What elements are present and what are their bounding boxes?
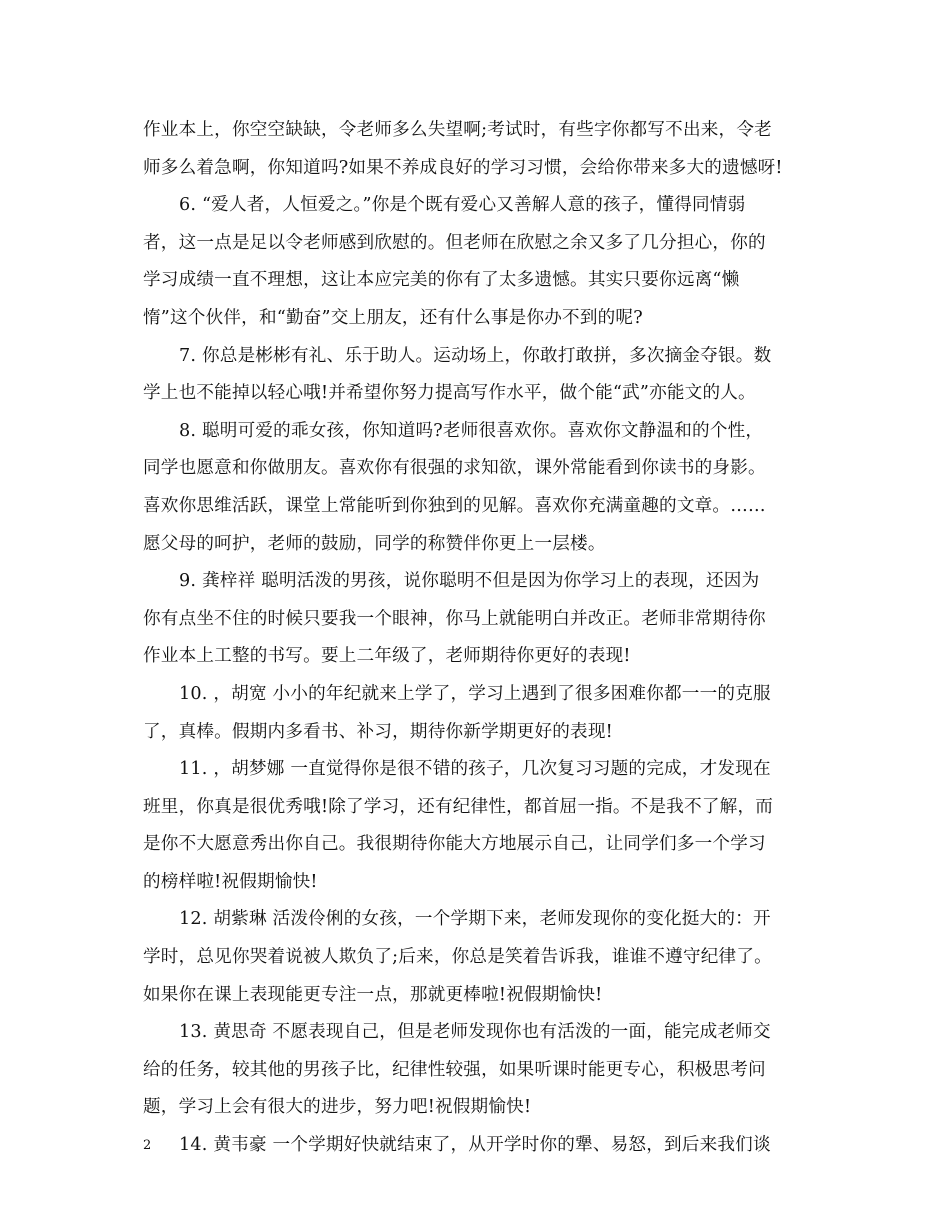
text-line: 者，这一点是足以令老师感到欣慰的。但老师在欣慰之余又多了几分担心，你的 <box>143 232 766 253</box>
text-line: 题，学习上会有很大的进步，努力吧!祝假期愉快! <box>143 1097 532 1118</box>
text-line: 作业本上，你空空缺缺，令老师多么失望啊;考试时，有些字你都写不出来，令老 <box>143 120 772 140</box>
page-number: 2 <box>143 1138 152 1153</box>
text-line: 惰”这个伙伴，和“勤奋”交上朋友，还有什么事是你办不到的呢? <box>143 307 643 328</box>
text-line: 给的任务，较其他的男孩子比，纪律性较强，如果听课时能更专心，积极思考问 <box>143 1059 766 1080</box>
text-line: 11. ，胡梦娜 一直觉得你是很不错的孩子，几次复习习题的完成，才发现在 <box>179 759 771 780</box>
text-line: 喜欢你思维活跃，课堂上常能听到你独到的见解。喜欢你充满童趣的文章。…… <box>143 495 766 516</box>
text-line: 班里，你真是很优秀哦!除了学习，还有纪律性，都首屈一指。不是我不了解，而 <box>143 796 774 817</box>
text-line: 13. 黄思奇 不愿表现自己，但是老师发现你也有活泼的一面，能完成老师交 <box>179 1022 771 1043</box>
text-line: 是你不大愿意秀出你自己。我很期待你能大方地展示自己，让同学们多一个学习 <box>143 834 766 855</box>
text-line: 7. 你总是彬彬有礼、乐于助人。运动场上，你敢打敢拼，多次摘金夺银。数 <box>179 345 772 366</box>
text-line: 9. 龚梓祥 聪明活泼的男孩，说你聪明不但是因为你学习上的表现，还因为 <box>179 571 760 592</box>
text-line: 的榜样啦!祝假期愉快! <box>143 871 318 892</box>
text-line: 了，真棒。假期内多看书、补习，期待你新学期更好的表现! <box>143 721 613 742</box>
text-line: 学习成绩一直不理想，这让本应完美的你有了太多遗憾。其实只要你远离“懒 <box>143 270 740 291</box>
text-line: 14. 黄韦豪 一个学期好快就结束了，从开学时你的犟、易怒，到后来我们谈 <box>179 1135 771 1156</box>
text-line: 8. 聪明可爱的乖女孩，你知道吗?老师很喜欢你。喜欢你文静温和的个性， <box>179 420 764 441</box>
text-line: 作业本上工整的书写。要上二年级了，老师期待你更好的表现! <box>143 646 631 667</box>
text-line: 10. ，胡宽 小小的年纪就来上学了，学习上遇到了很多困难你都一一的克服 <box>179 683 771 704</box>
body-text <box>143 112 811 1165</box>
text-line: 同学也愿意和你做朋友。喜欢你有很强的求知欲，课外常能看到你读书的身影。 <box>143 458 766 479</box>
text-line: 12. 胡紫琳 活泼伶俐的女孩，一个学期下来，老师发现你的变化挺大的：开 <box>179 909 771 930</box>
text-line: 师多么着急啊，你知道吗?如果不养成良好的学习习惯，会给你带来多大的遗憾呀! <box>143 157 783 178</box>
text-line: 6. “爱人者，人恒爱之。”你是个既有爱心又善解人意的孩子，懂得同情弱 <box>179 195 746 216</box>
text-line: 学时，总见你哭着说被人欺负了;后来，你总是笑着告诉我，谁谁不遵守纪律了。 <box>143 947 772 968</box>
text-line: 愿父母的呵护，老师的鼓励，同学的称赞伴你更上一层楼。 <box>143 533 606 554</box>
text-line: 你有点坐不住的时候只要我一个眼神，你马上就能明白并改正。老师非常期待你 <box>143 608 766 629</box>
text-line: 学上也不能掉以轻心哦!并希望你努力提高写作水平，做个能“武”亦能文的人。 <box>143 383 756 404</box>
text-line: 如果你在课上表现能更专注一点，那就更棒啦!祝假期愉快! <box>143 984 603 1005</box>
